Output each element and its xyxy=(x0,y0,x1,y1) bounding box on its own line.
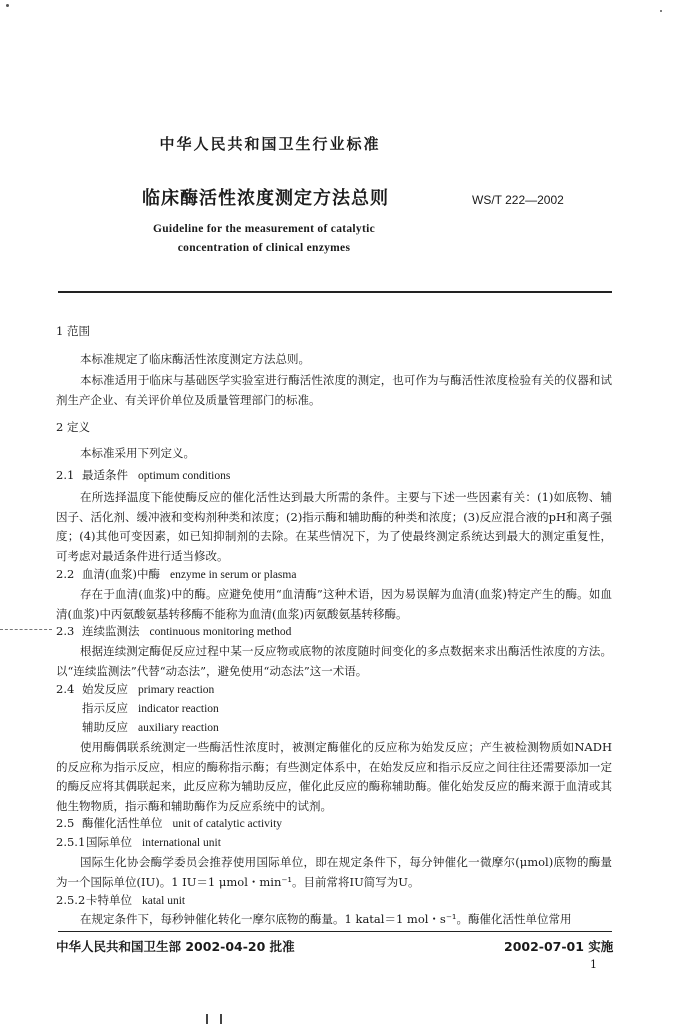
definition-term-cn: 国际单位 xyxy=(86,835,132,849)
definition-2-4-indicator xyxy=(82,700,219,716)
section-1-heading: 1 范围 xyxy=(56,324,90,338)
footer-divider xyxy=(58,931,612,932)
definition-term-cn: 血清(血浆)中酶 xyxy=(82,567,160,581)
definition-2-4-heading xyxy=(56,681,214,697)
definition-term-cn: 卡特单位 xyxy=(86,893,132,907)
definition-2-1-heading xyxy=(56,467,230,483)
definition-term-en: katal unit xyxy=(142,895,186,907)
ministry-standard-title: 中华人民共和国卫生行业标准 xyxy=(159,135,381,153)
approval-info: 中华人民共和国卫生部 2002-04-20 批准 xyxy=(56,939,295,954)
definition-term-en: optimum conditions xyxy=(138,470,231,482)
margin-dash-mark xyxy=(0,629,52,630)
definition-2-5-2-heading xyxy=(56,892,185,908)
definition-term-en: primary reaction xyxy=(138,684,215,696)
definition-number: 2.4 xyxy=(56,682,75,696)
english-title-line2: concentration of clinical enzymes xyxy=(177,242,351,254)
definition-2-3-text: 根据连续测定酶促反应过程中某一反应物或底物的浓度随时间变化的多点数据来求出酶活性浓度的方法。以“连续监测法”代替“动态法”，避免使用“动态法”这一术语。 xyxy=(56,644,612,678)
definition-term-cn: 辅助反应 xyxy=(82,720,128,734)
definition-2-5-1-heading xyxy=(56,834,221,850)
definition-number: 2.5.2 xyxy=(56,893,86,907)
definition-term-en: unit of catalytic activity xyxy=(172,818,283,830)
definition-term-cn: 最适条件 xyxy=(82,468,128,482)
definition-number: 2.3 xyxy=(56,624,75,638)
definition-number: 2.1 xyxy=(56,468,75,482)
definition-2-3-heading xyxy=(56,623,291,639)
definition-2-2-text: 存在于血清(血浆)中的酶。应避免使用“血清酶”这种术语，因为易误解为血清(血浆)特定产生的酶。如血清(血浆)中丙氨酸氨基转移酶不能称为血清(血浆)丙氨酸氨基转移酶。 xyxy=(56,587,612,621)
definition-2-4-auxiliary xyxy=(82,719,219,735)
document-title: 临床酶活性浓度测定方法总则 xyxy=(142,188,389,209)
definition-2-5-heading xyxy=(56,815,282,831)
english-title-line1: Guideline for the measurement of catalytic xyxy=(152,223,375,235)
section-2-heading: 2 定义 xyxy=(56,420,90,434)
scan-speck xyxy=(6,4,9,7)
definition-2-2-heading xyxy=(56,566,296,582)
definition-term-cn: 酶催化活性单位 xyxy=(82,816,163,830)
definition-term-cn: 始发反应 xyxy=(82,682,128,696)
definition-2-5-2-text: 在规定条件下，每秒钟催化转化一摩尔底物的酶量。1 katal＝1 mol・s⁻¹。酶催化活性单位常用 xyxy=(80,912,572,926)
page-number: 1 xyxy=(590,958,597,971)
definition-term-en: international unit xyxy=(142,837,221,849)
definition-2-4-text: 使用酶偶联系统测定一些酶活性浓度时，被测定酶催化的反应称为始发反应；产生被检测物质如NADH的反应称为指示反应，相应的酶称指示酶；有些测定体系中，在始发反应和指示反应之间往往还需要添加一定的酶反应将其偶联起来，此反应称为辅助反应，催化此反应的酶称辅助酶。催化始发反应的酶来源于血清或其他生物物质，指示酶和辅助酶作为反应系统中的试剂。 xyxy=(56,740,612,813)
implementation-date: 2002-07-01 实施 xyxy=(504,939,614,954)
scan-artifact xyxy=(206,1014,222,1024)
definition-number: 2.2 xyxy=(56,567,75,581)
definition-term-cn: 指示反应 xyxy=(82,701,128,715)
definition-2-1-text: 在所选择温度下能使酶反应的催化活性达到最大所需的条件。主要与下述一些因素有关：(1)如底物、辅因子、活化剂、缓冲液和变构剂种类和浓度；(2)指示酶和辅助酶的种类和浓度；(3)反应混合液的pH和离子强度；(4)其他可变因素，如已知抑制剂的去除。在某些情况下，为了使最终测定系统达到最大的测定重复性，可考虑对最适条件进行适当修改。 xyxy=(56,490,612,563)
header-divider xyxy=(58,291,612,293)
definition-term-en: enzyme in serum or plasma xyxy=(169,569,297,581)
definition-2-5-1-text: 国际生化协会酶学委员会推荐使用国际单位，即在规定条件下，每分钟催化一微摩尔(μmol)底物的酶量为一个国际单位(IU)。1 IU＝1 μmol・min⁻¹。目前常将IU简写为U。 xyxy=(56,855,612,889)
section-2-intro: 本标准采用下列定义。 xyxy=(80,446,195,460)
definition-term-en: auxiliary reaction xyxy=(138,722,219,734)
scan-speck xyxy=(660,10,662,12)
section-1-paragraph-1: 本标准规定了临床酶活性浓度测定方法总则。 xyxy=(80,352,310,366)
definition-number: 2.5 xyxy=(56,816,75,830)
definition-term-cn: 连续监测法 xyxy=(82,624,140,638)
definition-number: 2.5.1 xyxy=(56,835,86,849)
standard-code: WS/T 222—2002 xyxy=(472,193,564,207)
section-1-paragraph-2: 本标准适用于临床与基础医学实验室进行酶活性浓度的测定，也可作为与酶活性浓度检验有关的仪器和试剂生产企业、有关评价单位及质量管理部门的标准。 xyxy=(56,373,612,407)
definition-term-en: indicator reaction xyxy=(138,703,219,715)
definition-term-en: continuous monitoring method xyxy=(149,626,292,638)
